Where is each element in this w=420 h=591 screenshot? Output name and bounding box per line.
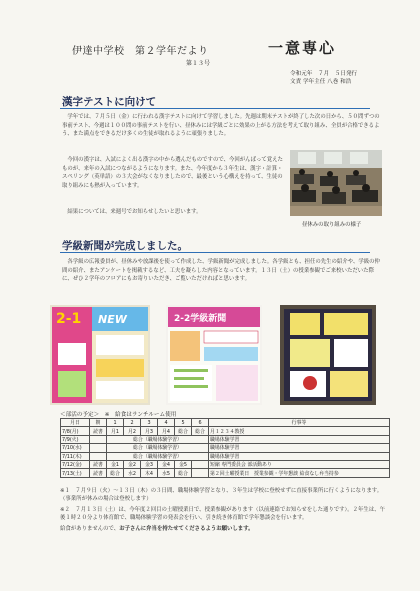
table-cell: 総合	[175, 427, 192, 435]
table-cell: 金3	[141, 460, 158, 468]
table-cell: 総合（職場体験学習）	[107, 452, 209, 460]
table-cell: 読書	[90, 427, 107, 435]
table-cell: 金2	[124, 460, 141, 468]
col-header: 6	[192, 419, 209, 427]
photo-caption: 昼休みの取り組みの様子	[302, 222, 362, 228]
table-row	[61, 452, 390, 460]
schedule-note: ＜部活の予定＞ ※ 給食はランチルーム使用	[60, 412, 177, 418]
table-cell: 7/13(土)	[61, 469, 90, 477]
table-cell: 水2	[124, 469, 141, 477]
table-cell	[192, 469, 209, 477]
col-header: 3	[141, 419, 158, 427]
table-cell: 金1	[107, 460, 124, 468]
issue-number: 第１３号	[186, 60, 211, 67]
section-divider	[60, 252, 370, 253]
col-header: 朝	[90, 419, 107, 427]
table-row	[61, 435, 390, 443]
table-cell: 月1	[107, 427, 124, 435]
table-cell: 7/12(金)	[61, 460, 90, 468]
table-cell: 総合	[107, 469, 124, 477]
table-cell: 水5	[158, 469, 175, 477]
newsletter-title: 一意専心	[268, 39, 337, 57]
table-row	[61, 444, 390, 452]
schedule-header-row	[61, 419, 390, 427]
kanji-paragraph-2: 今回の漢字は、入試によく出る漢字の中から選んだものですので、今回がんばって覚えたものが、来年の入試につながるようになります。また、今年度から３年生は、漢字・計算・スペリング（英単語）の３大会がなくなりましたので、最後という心構えを持って、生徒の取り組みにも熱が入っています。	[62, 157, 283, 189]
poster-headline: 2-2学級新聞	[174, 314, 227, 324]
col-header: 行事等	[209, 419, 390, 427]
table-cell: 7/10(水)	[61, 444, 90, 452]
table-cell: 職場体験学習	[209, 452, 390, 460]
class-newspaper-2-1	[50, 305, 150, 405]
schedule-table	[60, 418, 390, 478]
issue-meta	[290, 70, 357, 86]
newspaper-paragraph: 各学級の広報委員が、昼休みや放課後を使って作成した、学級新聞が完成しました。各学級とも、担任の先生の紹介や、学級の仲間の紹介、またアンケートを掲載するなど、工夫を凝らした内容となっています。１３日（土）の授業参観でご来校いただいた際に、ぜひ２学年のフロアにもお寄りいただき、ご覧いただければと思います。	[62, 259, 380, 283]
table-cell: 読書	[90, 469, 107, 477]
table-cell	[90, 444, 107, 452]
col-header: 月日	[61, 419, 90, 427]
table-cell: 月2	[124, 427, 141, 435]
poster-headline: 2-1	[56, 311, 82, 327]
kanji-paragraph-1: 学年では、７月５日（金）に行われる漢字テストに向けて学習しました。先週は期末テストが終了した次の日から、５０問ずつの事前テスト、今週は１００問の事前テストを行い、昼休みには学級ごとに効果の上がる方法を考えて取り組み、全員が合格できるよう、また満点をできるだけ多くの生徒が取れるように頑張りました。	[62, 114, 380, 138]
table-cell: 第２回土曜授業日 授業参観・学年懇談 給食なし弁当持参	[209, 469, 390, 477]
table-cell: 7/11(木)	[61, 452, 90, 460]
table-cell: 月１２３４教授	[209, 427, 390, 435]
table-cell: 職場体験学習	[209, 444, 390, 452]
footnote-3-emphasis: お子さんに弁当を持たせてくださるようお願いします。	[119, 526, 254, 532]
col-header: 1	[107, 419, 124, 427]
table-cell: 7/9(火)	[61, 435, 90, 443]
table-cell: 7/8(月)	[61, 427, 90, 435]
table-cell: 金4	[158, 460, 175, 468]
footnote-2: ※２ ７月１３日（土）は、今年度２回目の土曜授業日で、授業参観があります（以前連絡でお知らせをした通りです）。２年生は、午後１時２０分より体育館で、職場体験学習の発表会を行い、引き続き体育館で学年懇談会を行います。	[60, 507, 385, 522]
table-cell: 総合（職場体験学習）	[107, 435, 209, 443]
col-header: 2	[124, 419, 141, 427]
table-cell	[192, 460, 209, 468]
section-title-kanji: 漢字テストに向けて	[62, 96, 157, 108]
class-newspaper-2-3	[280, 305, 376, 405]
table-cell: 総合（職場体験学習）	[107, 444, 209, 452]
school-name: 伊達中学校 第２学年だより	[72, 46, 209, 57]
table-cell: 総合	[192, 427, 209, 435]
table-cell: 短縮 専門委員会 部活動あり	[209, 460, 390, 468]
issue-author: 文責 学年主任 八巻 和浩	[290, 79, 352, 85]
footnote-1: ※１ ７月９日（火）～１３日（木）の３日間、職場体験学習となり、３年生は学校に登校せずに直接事業所に行くようになります。（事業所が休みの場合は登校します）	[60, 488, 383, 503]
table-cell: 読書	[90, 460, 107, 468]
table-row	[61, 469, 390, 477]
section-divider	[60, 108, 370, 109]
table-cell: 金5	[175, 460, 192, 468]
table-cell: 木4	[141, 469, 158, 477]
classroom-photo	[290, 150, 382, 216]
issue-date: 令和元年 ７月 ５日発行	[290, 71, 358, 77]
section-title-newspaper: 学級新聞が完成しました。	[62, 240, 188, 252]
table-cell: 総合	[175, 469, 192, 477]
table-cell: 月4	[158, 427, 175, 435]
poster-subhead: NEW	[98, 313, 127, 326]
col-header: 5	[175, 419, 192, 427]
col-header: 4	[158, 419, 175, 427]
table-cell: 月3	[141, 427, 158, 435]
table-cell: 職場体験学習	[209, 435, 390, 443]
table-cell	[90, 452, 107, 460]
table-cell	[90, 435, 107, 443]
class-newspaper-2-2	[166, 305, 262, 405]
table-row	[61, 427, 390, 435]
footnote-3	[60, 525, 390, 533]
footnote-3-text: 給食がありませんので、	[60, 526, 120, 532]
kanji-paragraph-3: 結果については、来週号でお知らせしたいと思います。	[62, 209, 202, 215]
table-row	[61, 460, 390, 468]
